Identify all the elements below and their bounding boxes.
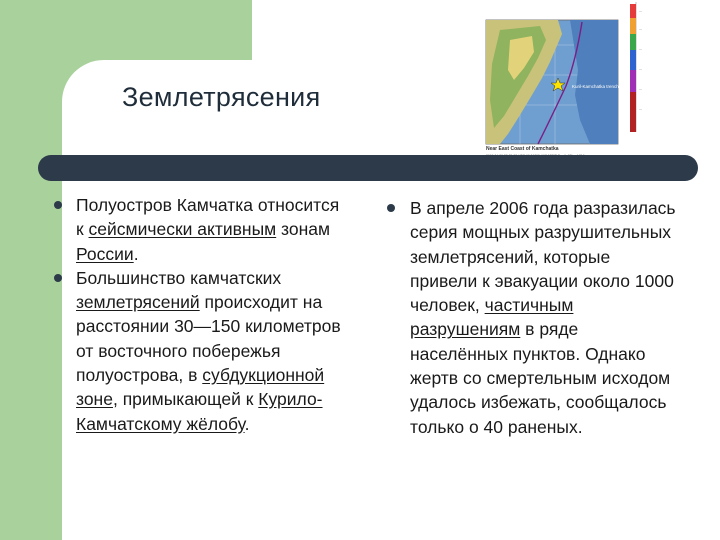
- svg-text:—: —: [639, 27, 642, 31]
- svg-text:—: —: [639, 107, 642, 111]
- svg-text:—: —: [639, 47, 642, 51]
- bullet-item-april-2006: В апреле 2006 года разразилась серия мощных разрушительных землетрясений, которые привели к эвакуации около 1000 человек, частичным разрушениям в ряде населённых пунктов. Однако жертв со смертельным исходом удалось избежать, сообщалось только о 40 раненых.: [410, 196, 680, 439]
- svg-text:—: —: [639, 87, 642, 91]
- link-kuril-kamchatka-trench[interactable]: Курило-Камчатскому жёлобу: [76, 389, 323, 434]
- bullet-dot: [387, 204, 395, 212]
- svg-text:—: —: [639, 67, 642, 71]
- svg-text:—: —: [639, 9, 642, 13]
- map-trench-label: Kuril-Kamchatka trench: [572, 84, 619, 89]
- right-bullet-list: [410, 196, 680, 439]
- bullet-dot: [54, 201, 62, 209]
- decor-green-strip: [0, 160, 62, 540]
- bullet-dot: [54, 274, 62, 282]
- link-seismic-active[interactable]: сейсмически активным: [88, 219, 277, 240]
- link-earthquakes[interactable]: землетрясений: [76, 292, 200, 313]
- bullet-item-earthquakes: Большинство камчатских землетрясений происходит на расстоянии 30—150 километров от восточного побережья полуострова, в субдукционной зоне, примыкающей к Курило-Камчатскому жёлобу.: [76, 266, 346, 436]
- map-caption-title: Near East Coast of Kamchatka: [486, 146, 559, 152]
- link-russia[interactable]: России: [76, 243, 134, 264]
- bullet-item-kamchatka: Полуостров Камчатка относится к сейсмически активным зонам России.: [76, 193, 346, 266]
- slide-title: Землетрясения: [122, 82, 321, 112]
- link-partial-destruction[interactable]: частичным разрушениям: [410, 295, 574, 340]
- left-bullet-list: [76, 193, 346, 436]
- link-subduction-zone[interactable]: субдукционной зоне: [76, 365, 325, 410]
- title-divider-bar: [38, 155, 698, 181]
- earthquake-map: [480, 0, 665, 178]
- earthquake-map-image: [480, 0, 665, 178]
